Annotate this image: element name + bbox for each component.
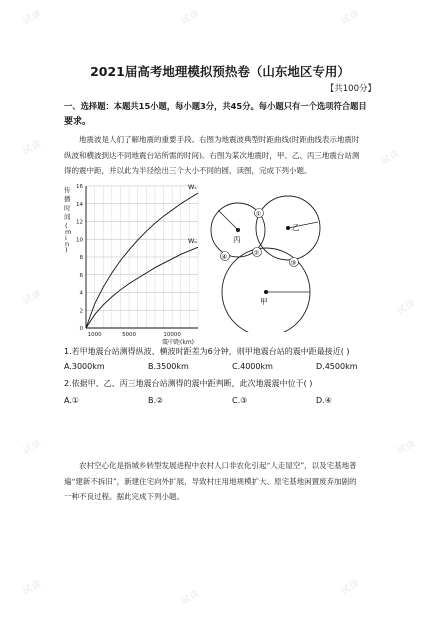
- section-heading-line: 要求。: [64, 117, 92, 127]
- q2-option-d[interactable]: D.④: [316, 396, 332, 405]
- y-tick-label: 10: [76, 237, 83, 244]
- marker-4-label: ④: [221, 253, 228, 261]
- y-tick-labels: [76, 184, 84, 332]
- y-axis-label-char: n: [65, 240, 70, 248]
- y-tick-label: 12: [76, 219, 83, 226]
- section-heading: [64, 98, 378, 130]
- q1-option-d[interactable]: D.4500km: [316, 362, 358, 371]
- y-axis-label-char: 播: [64, 195, 71, 203]
- y-axis-label-char: 传: [64, 186, 71, 194]
- epicenter-circles-diagram: [210, 182, 340, 332]
- marker-4: [221, 252, 230, 262]
- watermark: 试读: [21, 8, 44, 27]
- x-tick-label: 1000: [87, 332, 102, 338]
- watermark: 试读: [21, 288, 44, 307]
- watermark: 试读: [395, 298, 418, 317]
- x-axis-label: 震中距(km): [162, 339, 195, 346]
- watermark: 试读: [379, 148, 402, 167]
- station-jia-label: 甲: [260, 297, 268, 306]
- q1-option-c[interactable]: C.4000km: [232, 362, 273, 371]
- y-tick-label: 16: [76, 184, 83, 190]
- y-tick-label: 2: [79, 308, 83, 315]
- q1-option-a[interactable]: A.3000km: [64, 362, 105, 371]
- station-jia-dot: [264, 290, 268, 294]
- y-tick-label: 6: [79, 272, 83, 279]
- y-axis-label-char: m: [65, 228, 72, 236]
- watermark: 试读: [21, 578, 44, 597]
- marker-3: [290, 258, 299, 268]
- passage-line: 地震波是人们了解地震的重要手段。右图为地震波典型时距曲线(时距曲线表示地震时: [79, 135, 360, 144]
- y-axis-label-char: i: [65, 234, 67, 242]
- series-line-s-wave: [86, 193, 198, 328]
- watermark: 试读: [21, 138, 44, 157]
- watermark: 试读: [339, 578, 362, 597]
- watermark: 试读: [179, 8, 202, 27]
- passage-line: 一种不良过程。据此完成下列小题。: [64, 492, 184, 501]
- station-bing-dot: [236, 228, 240, 232]
- y-tick-label: 14: [76, 201, 83, 208]
- total-score: 【共100分】: [325, 84, 376, 94]
- passage-line: 遍“建新不拆旧”，新建住宅向外扩展，导致村庄用地规模扩大、原宅基地闲置废弃加剧的: [64, 476, 357, 486]
- marker-1: [255, 209, 264, 219]
- passage-2: [64, 458, 378, 505]
- series-label: Wₛ: [188, 183, 197, 192]
- marker-2: [253, 248, 262, 258]
- series-label: Wₚ: [188, 237, 198, 246]
- x-tick-label: 10000: [163, 332, 181, 338]
- passage-line: 农村空心化是指城乡转型发展进程中农村人口非农化引起“人走屋空”，以及宅基地普: [79, 461, 357, 470]
- marker-1-label: ①: [255, 210, 262, 218]
- q2-option-b[interactable]: B.②: [148, 396, 164, 405]
- marker-3-label: ③: [290, 259, 297, 267]
- chart-grid: [86, 186, 198, 328]
- travel-time-chart: [62, 178, 212, 348]
- y-axis-label-char: ): [65, 246, 68, 254]
- y-axis-label-char: 间: [64, 213, 71, 221]
- passage-line: 得的震中距，并以此为半径绘出三个大小不同的圆，读图，完成下列小题。: [64, 166, 312, 175]
- station-yi-dot: [286, 226, 290, 230]
- y-axis-label-char: 时: [64, 204, 71, 212]
- station-yi-label: 乙: [292, 223, 300, 232]
- y-tick-label: 4: [79, 290, 83, 297]
- passage-1: [64, 132, 378, 179]
- watermark: 试读: [21, 438, 44, 457]
- chart-series: [86, 183, 198, 328]
- section-heading-line: 一、选择题：本题共15小题，每小题3分，共45分。每小题只有一个选项符合题目: [64, 101, 367, 111]
- chart-ylabel: [64, 185, 71, 254]
- y-tick-label: 8: [79, 255, 83, 261]
- station-bing-label: 丙: [233, 235, 241, 244]
- q1-option-b[interactable]: B.3500km: [148, 362, 189, 371]
- watermark: 试读: [339, 8, 362, 27]
- q2-option-a[interactable]: A.①: [64, 396, 80, 405]
- watermark: 试读: [179, 588, 202, 607]
- radius-bing: [218, 210, 238, 230]
- y-tick-label: 0: [79, 326, 83, 332]
- watermark: 试读: [395, 438, 418, 457]
- marker-2-label: ②: [253, 249, 260, 257]
- y-axis-label-char: (: [65, 222, 68, 230]
- q2-option-c[interactable]: C.③: [232, 396, 248, 405]
- passage-line: 纵波和横波到达不同地震台站所需的时间)。右图为某次地震时，甲、乙、丙三地震台站测: [64, 150, 360, 160]
- x-tick-label: 5000: [122, 332, 137, 338]
- y-axis-label: [64, 185, 71, 254]
- question-1: 1.若甲地震台站测得纵波、横波时距差为6分钟，则甲地震台站的震中距最接近( ): [64, 347, 350, 356]
- question-2: 2.依据甲、乙、丙三地震台站测得的震中距判断，此次地震震中位于( ): [64, 379, 313, 388]
- x-tick-labels: [88, 332, 182, 338]
- page-title: 2021届高考地理模拟预热卷（山东地区专用）: [90, 64, 350, 79]
